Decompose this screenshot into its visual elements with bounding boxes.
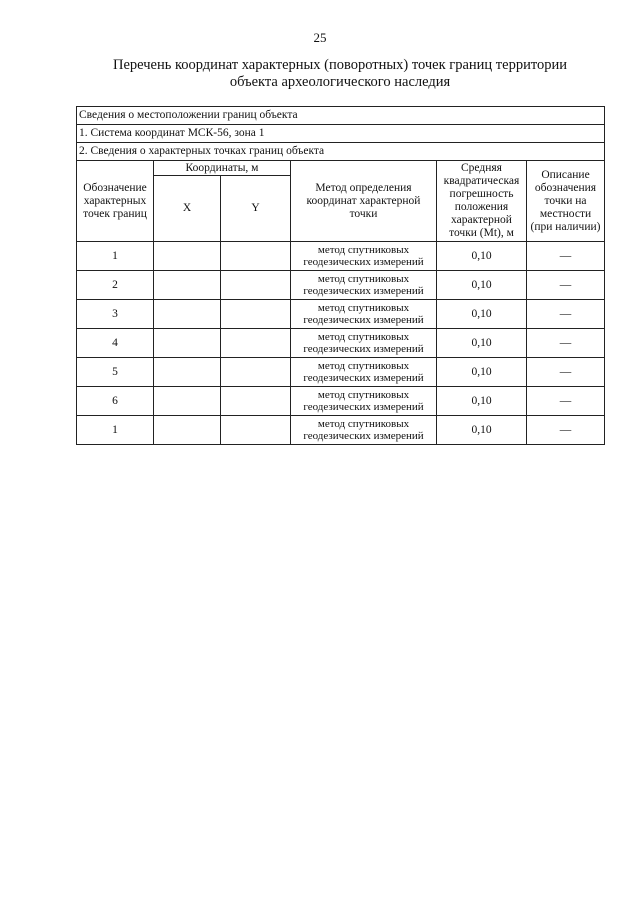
table-row — [77, 358, 605, 387]
page-number: 25 — [313, 30, 327, 45]
cell-method — [291, 387, 437, 416]
cell-y — [221, 329, 291, 358]
table-row — [77, 271, 605, 300]
cell-point: 2 — [77, 271, 154, 300]
cell-method-line-2: геодезических измерений — [303, 372, 424, 384]
cell-error: 0,10 — [437, 358, 527, 387]
cell-method — [291, 329, 437, 358]
cell-method-line-1: метод спутниковых — [317, 301, 410, 314]
cell-error: 0,10 — [437, 271, 527, 300]
cell-method-line-2: геодезических измерений — [303, 343, 424, 355]
section-coordinate-system: 1. Система координат МСК-56, зона 1 — [77, 125, 605, 143]
cell-point: 3 — [77, 300, 154, 329]
cell-description: — — [527, 387, 605, 416]
cell-method-line-2: геодезических измерений — [303, 430, 424, 442]
cell-point: 6 — [77, 387, 154, 416]
cell-method — [291, 416, 437, 445]
coordinates-table — [76, 106, 605, 445]
table-row — [77, 329, 605, 358]
cell-y — [221, 387, 291, 416]
cell-x — [154, 271, 221, 300]
cell-y — [221, 271, 291, 300]
section-points-heading: 2. Сведения о характерных точках границ объекта — [77, 143, 605, 161]
cell-point: 1 — [77, 242, 154, 271]
document-title — [70, 57, 610, 91]
cell-description: — — [527, 416, 605, 445]
cell-method-line-1: метод спутниковых — [317, 388, 410, 401]
cell-method — [291, 300, 437, 329]
section-location-heading: Сведения о местоположении границ объекта — [77, 107, 605, 125]
cell-error: 0,10 — [437, 387, 527, 416]
table-body — [77, 242, 605, 445]
cell-method-line-1: метод спутниковых — [317, 330, 410, 343]
cell-x — [154, 242, 221, 271]
cell-point: 1 — [77, 416, 154, 445]
cell-method-line-2: геодезических измерений — [303, 285, 424, 297]
document-title-line-2: объекта археологического наследия — [229, 74, 451, 90]
cell-x — [154, 358, 221, 387]
cell-description: — — [527, 329, 605, 358]
cell-method-line-2: геодезических измерений — [303, 256, 424, 268]
cell-method-line-1: метод спутниковых — [317, 417, 410, 430]
table-row — [77, 242, 605, 271]
cell-y — [221, 358, 291, 387]
table-row — [77, 387, 605, 416]
cell-method-line-1: метод спутниковых — [317, 359, 410, 372]
cell-error: 0,10 — [437, 242, 527, 271]
cell-description: — — [527, 242, 605, 271]
cell-description: — — [527, 358, 605, 387]
cell-error: 0,10 — [437, 300, 527, 329]
cell-method — [291, 271, 437, 300]
header-method: Метод определения координат характерной точки — [291, 161, 437, 242]
cell-point: 5 — [77, 358, 154, 387]
cell-y — [221, 300, 291, 329]
cell-method-line-2: геодезических измерений — [303, 401, 424, 413]
header-description: Описание обозначения точки на местности (при наличии) — [527, 161, 605, 242]
cell-method-line-2: геодезических измерений — [303, 314, 424, 326]
cell-description: — — [527, 271, 605, 300]
cell-y — [221, 416, 291, 445]
header-error: Средняя квадратическая погрешность положения характерной точки (Mt), м — [437, 161, 527, 242]
cell-error: 0,10 — [437, 329, 527, 358]
cell-method — [291, 358, 437, 387]
table-row — [77, 300, 605, 329]
cell-method — [291, 242, 437, 271]
cell-y — [221, 242, 291, 271]
cell-x — [154, 329, 221, 358]
cell-method-line-1: метод спутниковых — [317, 243, 410, 256]
cell-point: 4 — [77, 329, 154, 358]
header-y: Y — [221, 176, 291, 242]
cell-x — [154, 387, 221, 416]
header-x: X — [154, 176, 221, 242]
cell-description: — — [527, 300, 605, 329]
cell-error: 0,10 — [437, 416, 527, 445]
cell-method-line-1: метод спутниковых — [317, 272, 410, 285]
document-title-line-1: Перечень координат характерных (поворотных) точек границ территории — [112, 57, 568, 73]
header-designation: Обозначение характерных точек границ — [77, 161, 154, 242]
table-row — [77, 416, 605, 445]
header-coordinates: Координаты, м — [154, 161, 291, 176]
cell-x — [154, 416, 221, 445]
cell-x — [154, 300, 221, 329]
